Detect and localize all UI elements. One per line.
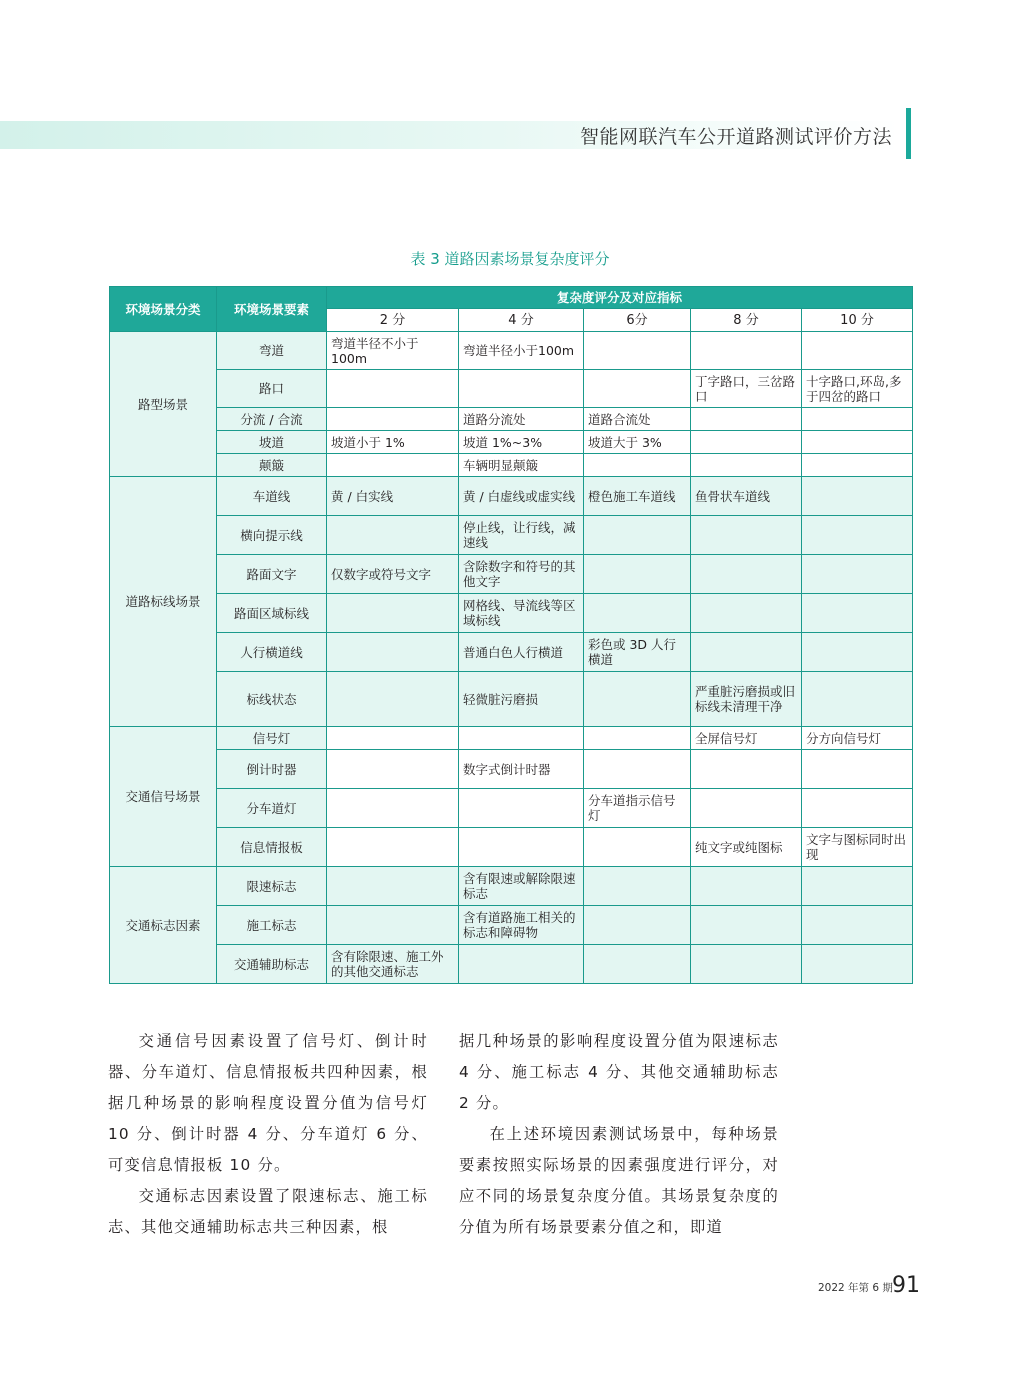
table-cell	[327, 516, 459, 555]
table-cell	[691, 332, 802, 370]
table-cell: 黄 / 白实线	[327, 477, 459, 516]
table-cell	[802, 867, 913, 906]
body-paragraph-continued: 据几种场景的影响程度设置分值为限速标志 4 分、施工标志 4 分、其他交通辅助标志 2 分。	[459, 1032, 779, 1112]
table-cell	[584, 828, 691, 867]
table-caption: 表 3 道路因素场景复杂度评分	[410, 250, 610, 268]
group-label: 交通信号场景	[110, 727, 217, 867]
body-paragraph: 交通信号因素设置了信号灯、倒计时器、分车道灯、信息情报板共四种因素，根据几种场景的影响程度设置分值为信号灯 10 分、倒计时器 4 分、分车道灯 6 分、可变信息情报板 10 分。	[108, 1032, 428, 1174]
element-label: 限速标志	[217, 867, 327, 906]
table-cell	[802, 408, 913, 431]
table-cell	[802, 633, 913, 672]
table-cell	[802, 516, 913, 555]
element-label: 分流 / 合流	[217, 408, 327, 431]
table-cell	[584, 672, 691, 727]
element-label: 信息情报板	[217, 828, 327, 867]
score-8: 8 分	[691, 309, 802, 332]
element-label: 施工标志	[217, 906, 327, 945]
issue-label: 2022 年第 6 期	[818, 1282, 893, 1294]
group-label: 道路标线场景	[110, 477, 217, 727]
table-cell: 弯道半径小于100m	[459, 332, 584, 370]
table-cell: 坡道大于 3%	[584, 431, 691, 454]
table-cell: 彩色或 3D 人行横道	[584, 633, 691, 672]
table-cell	[327, 789, 459, 828]
table-cell	[584, 750, 691, 789]
table-cell	[327, 867, 459, 906]
table-cell: 十字路口,环岛,多于四岔的路口	[802, 370, 913, 408]
header-accent-bar	[906, 108, 911, 159]
table-cell: 仅数字或符号文字	[327, 555, 459, 594]
element-label: 弯道	[217, 332, 327, 370]
table-cell: 普通白色人行横道	[459, 633, 584, 672]
complexity-score-table	[109, 286, 913, 984]
table-cell: 分车道指示信号灯	[584, 789, 691, 828]
header-category: 环境场景分类	[110, 287, 217, 332]
element-label: 横向提示线	[217, 516, 327, 555]
element-label: 人行横道线	[217, 633, 327, 672]
table-cell	[802, 672, 913, 727]
table-cell: 道路合流处	[584, 408, 691, 431]
table-cell	[327, 408, 459, 431]
table-cell: 鱼骨状车道线	[691, 477, 802, 516]
table-cell	[327, 828, 459, 867]
table-cell	[584, 516, 691, 555]
table-cell	[584, 945, 691, 984]
table-cell	[459, 789, 584, 828]
body-paragraph: 交通标志因素设置了限速标志、施工标志、其他交通辅助标志共三种因素，根	[108, 1187, 428, 1236]
table-cell	[691, 945, 802, 984]
table-cell	[691, 431, 802, 454]
element-label: 车道线	[217, 477, 327, 516]
table-cell: 橙色施工车道线	[584, 477, 691, 516]
table-cell	[691, 555, 802, 594]
table-cell	[584, 906, 691, 945]
element-label: 信号灯	[217, 727, 327, 750]
score-6: 6分	[584, 309, 691, 332]
table-cell	[691, 750, 802, 789]
table-cell: 丁字路口，三岔路口	[691, 370, 802, 408]
table-cell	[327, 633, 459, 672]
table-cell: 严重脏污磨损或旧标线未清理干净	[691, 672, 802, 727]
element-label: 路面区域标线	[217, 594, 327, 633]
element-label: 交通辅助标志	[217, 945, 327, 984]
table-cell: 含有除限速、施工外的其他交通标志	[327, 945, 459, 984]
table-cell	[584, 594, 691, 633]
table-cell	[802, 477, 913, 516]
table-cell	[584, 867, 691, 906]
table-cell: 道路分流处	[459, 408, 584, 431]
table-cell: 坡道 1%~3%	[459, 431, 584, 454]
element-label: 分车道灯	[217, 789, 327, 828]
table-cell: 含有道路施工相关的标志和障碍物	[459, 906, 584, 945]
table-cell	[584, 454, 691, 477]
running-header-title: 智能网联汽车公开道路测试评价方法	[579, 126, 892, 148]
element-label: 倒计时器	[217, 750, 327, 789]
table-cell	[584, 370, 691, 408]
table-cell: 含有限速或解除限速标志	[459, 867, 584, 906]
table-cell	[327, 370, 459, 408]
table-cell	[459, 945, 584, 984]
table-cell: 全屏信号灯	[691, 727, 802, 750]
table-cell	[691, 516, 802, 555]
table-cell	[584, 727, 691, 750]
table-cell	[584, 555, 691, 594]
element-label: 路口	[217, 370, 327, 408]
header-element: 环境场景要素	[217, 287, 327, 332]
table-cell	[802, 945, 913, 984]
table-cell	[584, 332, 691, 370]
table-cell	[802, 555, 913, 594]
table-cell	[327, 727, 459, 750]
table-cell: 车辆明显颠簸	[459, 454, 584, 477]
table-cell: 坡道小于 1%	[327, 431, 459, 454]
table-cell	[691, 633, 802, 672]
body-paragraph: 在上述环境因素测试场景中，每种场景要素按照实际场景的因素强度进行评分，对应不同的场景复杂度分值。其场景复杂度的分值为所有场景要素分值之和，即道	[459, 1125, 779, 1236]
table-cell: 轻微脏污磨损	[459, 672, 584, 727]
table-cell	[327, 750, 459, 789]
element-label: 颠簸	[217, 454, 327, 477]
table-cell	[691, 594, 802, 633]
table-cell: 分方向信号灯	[802, 727, 913, 750]
element-label: 路面文字	[217, 555, 327, 594]
table-cell	[802, 332, 913, 370]
table-cell	[691, 408, 802, 431]
table-cell	[691, 789, 802, 828]
table-cell: 网格线、导流线等区域标线	[459, 594, 584, 633]
table-cell	[327, 906, 459, 945]
table-cell: 纯文字或纯图标	[691, 828, 802, 867]
table-cell: 文字与图标同时出现	[802, 828, 913, 867]
header-score: 复杂度评分及对应指标	[327, 287, 913, 309]
table-cell: 弯道半径不小于100m	[327, 332, 459, 370]
table-cell: 停止线，让行线，减速线	[459, 516, 584, 555]
table-cell	[691, 454, 802, 477]
table-cell	[802, 594, 913, 633]
table-cell: 数字式倒计时器	[459, 750, 584, 789]
table-cell	[327, 672, 459, 727]
table-cell	[459, 727, 584, 750]
group-label: 交通标志因素	[110, 867, 217, 984]
table-cell	[459, 828, 584, 867]
table-cell	[802, 454, 913, 477]
table-cell	[327, 594, 459, 633]
score-10: 10 分	[802, 309, 913, 332]
score-2: 2 分	[327, 309, 459, 332]
table-cell	[802, 789, 913, 828]
table-cell: 含除数字和符号的其他文字	[459, 555, 584, 594]
table-cell: 黄 / 白虚线或虚实线	[459, 477, 584, 516]
group-label: 路型场景	[110, 332, 217, 477]
table-cell	[802, 431, 913, 454]
page-number: 91	[892, 1273, 920, 1298]
table-cell	[459, 370, 584, 408]
table-cell	[691, 867, 802, 906]
score-4: 4 分	[459, 309, 584, 332]
element-label: 标线状态	[217, 672, 327, 727]
table-cell	[691, 906, 802, 945]
table-cell	[802, 750, 913, 789]
table-cell	[802, 906, 913, 945]
table-cell	[327, 454, 459, 477]
element-label: 坡道	[217, 431, 327, 454]
